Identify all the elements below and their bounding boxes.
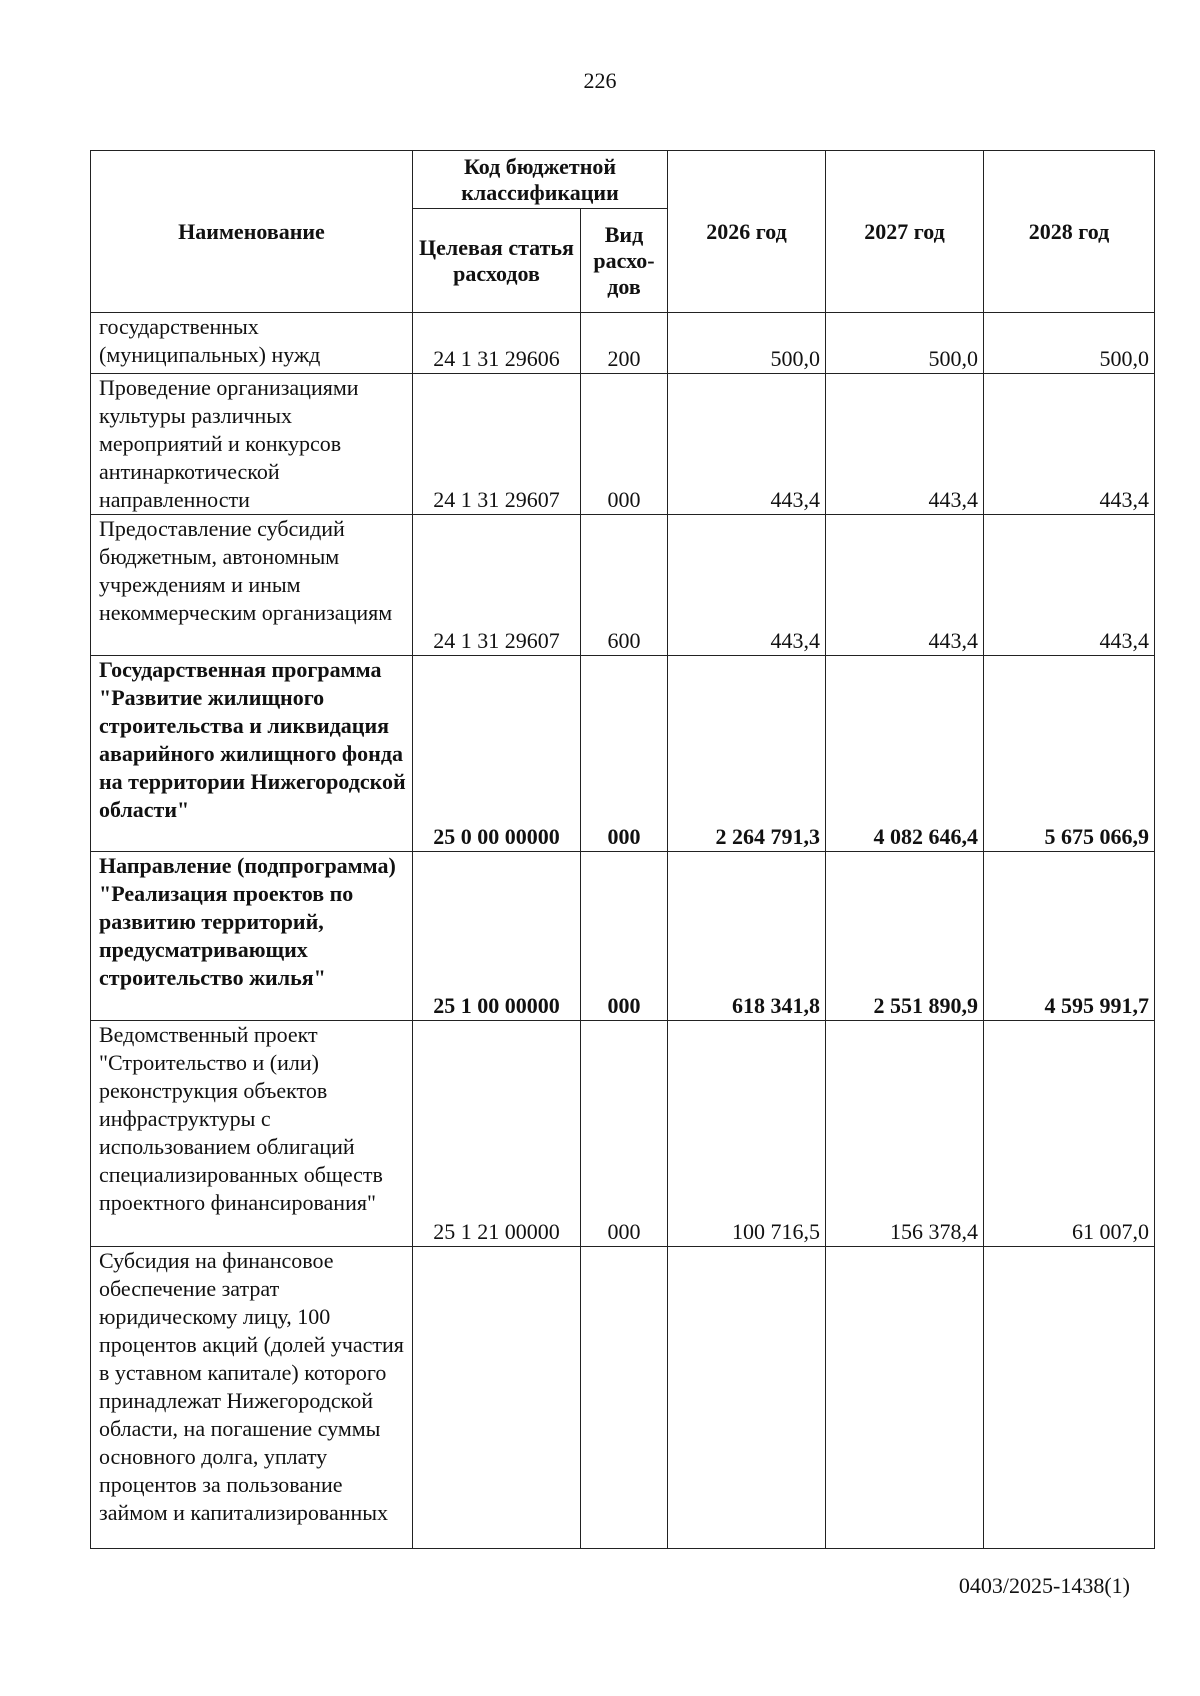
table-row [91,374,1155,515]
row-value-2027: 443,4 [826,374,984,515]
row-value-2027: 4 082 646,4 [826,656,984,852]
row-value-2027: 156 378,4 [826,1021,984,1247]
row-value-2028: 443,4 [984,515,1155,656]
row-target-article: 24 1 31 29606 [413,313,581,374]
table-row [91,1247,1155,1549]
row-value-2026: 500,0 [668,313,826,374]
header-name: Наименование [91,151,413,313]
row-expense-kind: 200 [581,313,668,374]
header-row-top [91,151,1155,209]
row-target-article: 25 1 21 00000 [413,1021,581,1247]
table-row [91,1021,1155,1247]
page-number: 226 [583,68,617,93]
row-value-2027: 2 551 890,9 [826,852,984,1021]
row-name: Предоставление субсидий бюджетным, автономным учреждениям и иным некоммерческим организациям [91,515,413,656]
row-expense-kind: 000 [581,1021,668,1247]
row-target-article: 24 1 31 29607 [413,374,581,515]
row-target-article: 24 1 31 29607 [413,515,581,656]
header-expense-kind: Вид расхо-дов [581,209,668,313]
row-expense-kind: 600 [581,515,668,656]
row-expense-kind: 000 [581,852,668,1021]
budget-table [90,150,1155,1549]
row-expense-kind: 000 [581,374,668,515]
document-code: 0403/2025-1438(1) [958,1573,1130,1598]
row-value-2026: 2 264 791,3 [668,656,826,852]
row-value-2027: 500,0 [826,313,984,374]
row-value-2028: 61 007,0 [984,1021,1155,1247]
row-target-article: 25 0 00 00000 [413,656,581,852]
header-year-2027: 2027 год [826,151,984,313]
row-value-2028 [984,1247,1155,1549]
row-name: Ведомственный проект "Строительство и (или) реконструкция объектов инфраструктуры с использованием облигаций специализированных обществ проектного финансирования" [91,1021,413,1247]
row-target-article: 25 1 00 00000 [413,852,581,1021]
row-value-2027: 443,4 [826,515,984,656]
row-value-2027 [826,1247,984,1549]
row-value-2026: 618 341,8 [668,852,826,1021]
row-expense-kind: 000 [581,656,668,852]
row-value-2026 [668,1247,826,1549]
row-name: Субсидия на финансовое обеспечение затрат юридическому лицу, 100 процентов акций (долей участия в уставном капитале) которого принадлежат Нижегородской области, на погашение суммы основного долга, уплату процентов за пользование займом и капитализированных [91,1247,413,1549]
row-value-2028: 5 675 066,9 [984,656,1155,852]
header-target-article: Целевая статья расходов [413,209,581,313]
row-target-article [413,1247,581,1549]
table-row [91,656,1155,852]
row-value-2026: 443,4 [668,515,826,656]
header-year-2028: 2028 год [984,151,1155,313]
header-year-2026: 2026 год [668,151,826,313]
table-row [91,852,1155,1021]
row-value-2026: 100 716,5 [668,1021,826,1247]
row-name: Проведение организациями культуры различных мероприятий и конкурсов антинаркотической направленности [91,374,413,515]
header-code-group: Код бюджетной классификации [413,151,668,209]
table-row [91,515,1155,656]
row-value-2028: 443,4 [984,374,1155,515]
row-value-2028: 4 595 991,7 [984,852,1155,1021]
row-value-2026: 443,4 [668,374,826,515]
row-value-2028: 500,0 [984,313,1155,374]
table-row [91,313,1155,374]
row-name: Направление (подпрограмма) "Реализация проектов по развитию территорий, предусматривающих строительство жилья" [91,852,413,1021]
row-name: государственных (муниципальных) нужд [91,313,413,374]
row-name: Государственная программа "Развитие жилищного строительства и ликвидация аварийного жилищного фонда на территории Нижегородской области" [91,656,413,852]
row-expense-kind [581,1247,668,1549]
